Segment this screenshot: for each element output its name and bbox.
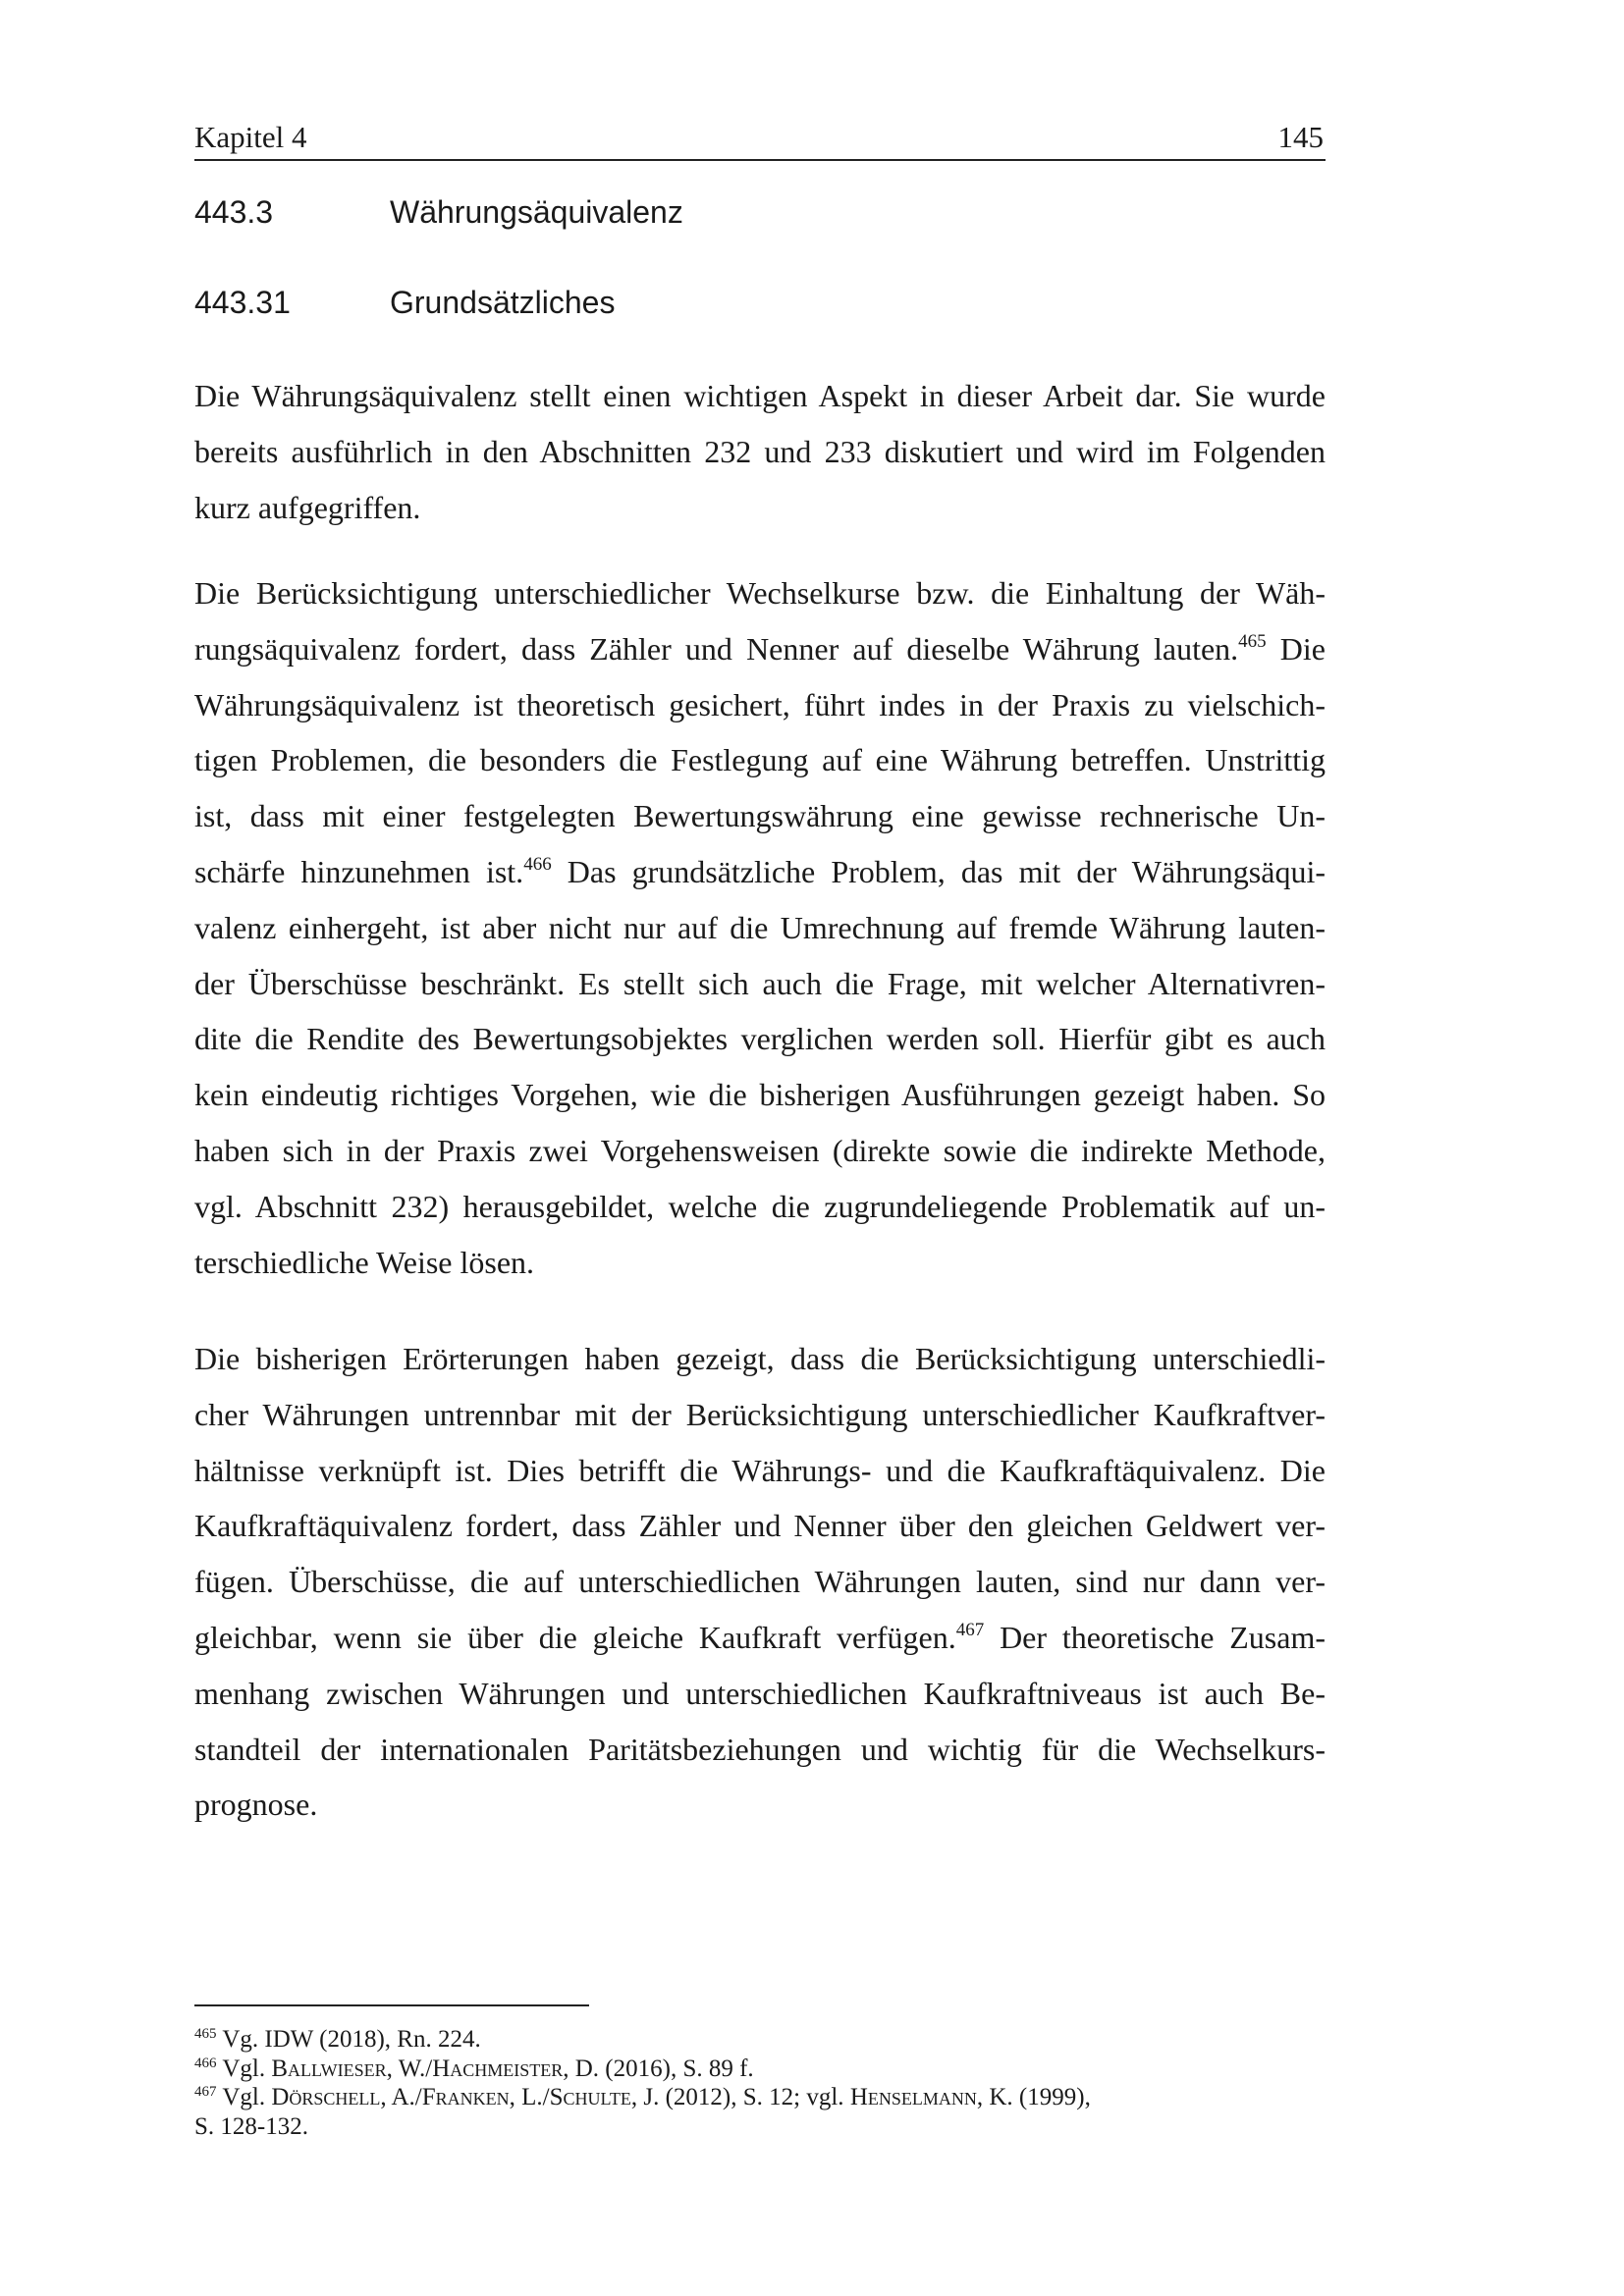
text-line: Die Berücksichtigung unterschiedlicher Wechselkurse bzw. die Einhaltung der Wäh-: [194, 575, 1326, 611]
text-line: [194, 1610, 1326, 1666]
text-line: valenz einhergeht, ist aber nicht nur auf die Umrechnung auf fremde Währung lauten-: [194, 909, 1326, 945]
text-line: haben sich in der Praxis zwei Vorgehensweisen (direkte sowie die indirekte Methode,: [194, 1132, 1326, 1168]
text-line: vgl. Abschnitt 232) herausgebildet, welche die zugrundeliegende Problematik auf un-: [194, 1188, 1326, 1224]
footnote-text: Vgl.: [222, 2084, 272, 2110]
author-name: Henselmann: [849, 2084, 977, 2110]
paragraph-2: [194, 565, 1326, 1290]
text-line: standteil der internationalen Paritätsbeziehungen und wichtig für die Wechselkurs-: [194, 1731, 1326, 1767]
text-fragment: Die: [1266, 630, 1326, 667]
footnote-ref-465[interactable]: 465: [1238, 630, 1267, 652]
footnote-number: 467: [194, 2084, 217, 2100]
text-line: Kaufkraftäquivalenz fordert, dass Zähler und Nenner über den gleichen Geldwert ver-: [194, 1508, 1326, 1544]
text-line: terschiedliche Weise lösen.: [194, 1244, 535, 1280]
footnote-text: , K. (1999),: [976, 2084, 1091, 2110]
text-line: [194, 621, 1326, 677]
footnote-466: [194, 2055, 1326, 2084]
paragraph-3: [194, 1331, 1326, 1833]
text-line: bereits ausführlich in den Abschnitten 232 und 233 diskutiert und wird im Folgenden: [194, 433, 1326, 469]
text-line: cher Währungen untrennbar mit der Berücksichtigung unterschiedlicher Kaufkraftver-: [194, 1396, 1326, 1432]
author-name: Hachmeister: [432, 2055, 564, 2082]
text-line: [194, 844, 1326, 900]
text-line: kurz aufgegriffen.: [194, 489, 421, 525]
footnote-text: , J. (2012), S. 12; vgl.: [630, 2084, 850, 2110]
text-line: Die bisherigen Erörterungen haben gezeigt, dass die Berücksichtigung unterschiedli-: [194, 1341, 1326, 1376]
author-name: Schulte: [549, 2084, 631, 2110]
text-line: Währungsäquivalenz ist theoretisch gesichert, führt indes in der Praxis zu vielschich-: [194, 686, 1326, 722]
footnote-number: 465: [194, 2026, 217, 2042]
footnote-text: , W./: [386, 2055, 433, 2082]
footnote-467-continuation: S. 128-132.: [194, 2112, 308, 2140]
page-header: [194, 116, 1326, 161]
footnote-text: , D. (2016), S. 89 f.: [563, 2055, 754, 2082]
text-fragment: schärfe hinzunehmen ist.: [194, 853, 524, 889]
footnote-number: 466: [194, 2055, 217, 2071]
subsection-number: 443.31: [194, 285, 291, 320]
text-line: der Überschüsse beschränkt. Es stellt sich auch die Frage, mit welcher Alternativren-: [194, 965, 1326, 1001]
paragraph-1: [194, 368, 1326, 535]
footnote-ref-467[interactable]: 467: [955, 1619, 985, 1640]
subsection-heading: [194, 285, 615, 321]
footnotes: [194, 2025, 1326, 2141]
text-line: dite die Rendite des Bewertungsobjektes verglichen werden soll. Hierfür gibt es auch: [194, 1021, 1326, 1057]
subsection-title: Grundsätzliches: [390, 285, 616, 320]
text-line: fügen. Überschüsse, die auf unterschiedlichen Währungen lauten, sind nur dann ver-: [194, 1564, 1326, 1600]
section-title: Währungsäquivalenz: [390, 194, 683, 230]
text-fragment: Das grundsätzliche Problem, das mit der Währungsäqui-: [551, 853, 1326, 889]
footnote-467: [194, 2083, 1326, 2112]
text-line: Die Währungsäquivalenz stellt einen wichtigen Aspekt in dieser Arbeit dar. Sie wurde: [194, 378, 1326, 413]
section-heading: [194, 194, 683, 231]
footnote-separator: [194, 2004, 589, 2006]
author-name: Dörschell: [271, 2084, 381, 2110]
text-fragment: gleichbar, wenn sie über die gleiche Kaufkraft verfügen.: [194, 1619, 956, 1655]
author-name: Franken: [421, 2084, 510, 2110]
text-line: hältnisse verknüpft ist. Dies betrifft die Währungs- und die Kaufkraftäquivalenz. Die: [194, 1452, 1326, 1488]
section-number: 443.3: [194, 194, 274, 230]
text-fragment: Der theoretische Zusam-: [984, 1619, 1326, 1655]
footnote-text: Vg. IDW (2018), Rn. 224.: [222, 2026, 481, 2053]
text-line: menhang zwischen Währungen und unterschiedlichen Kaufkraftniveaus ist auch Be-: [194, 1675, 1326, 1711]
text-line: prognose.: [194, 1787, 318, 1823]
text-fragment: rungsäquivalenz fordert, dass Zähler und Nenner auf dieselbe Währung lauten.: [194, 630, 1239, 667]
chapter-label: Kapitel 4: [194, 120, 307, 154]
text-line: kein eindeutig richtiges Vorgehen, wie die bisherigen Ausführungen gezeigt haben. So: [194, 1077, 1326, 1113]
footnote-465: [194, 2025, 1326, 2055]
text-line: ist, dass mit einer festgelegten Bewertungswährung eine gewisse rechnerische Un-: [194, 798, 1326, 834]
page-number: 145: [1277, 120, 1324, 154]
author-name: Ballwieser: [271, 2055, 387, 2082]
text-line: tigen Problemen, die besonders die Festlegung auf eine Währung betreffen. Unstrittig: [194, 742, 1326, 778]
footnote-text: , L./: [509, 2084, 550, 2110]
footnote-text: Vgl.: [222, 2055, 272, 2082]
footnote-ref-466[interactable]: 466: [523, 853, 552, 875]
footnote-text: , A./: [380, 2084, 422, 2110]
